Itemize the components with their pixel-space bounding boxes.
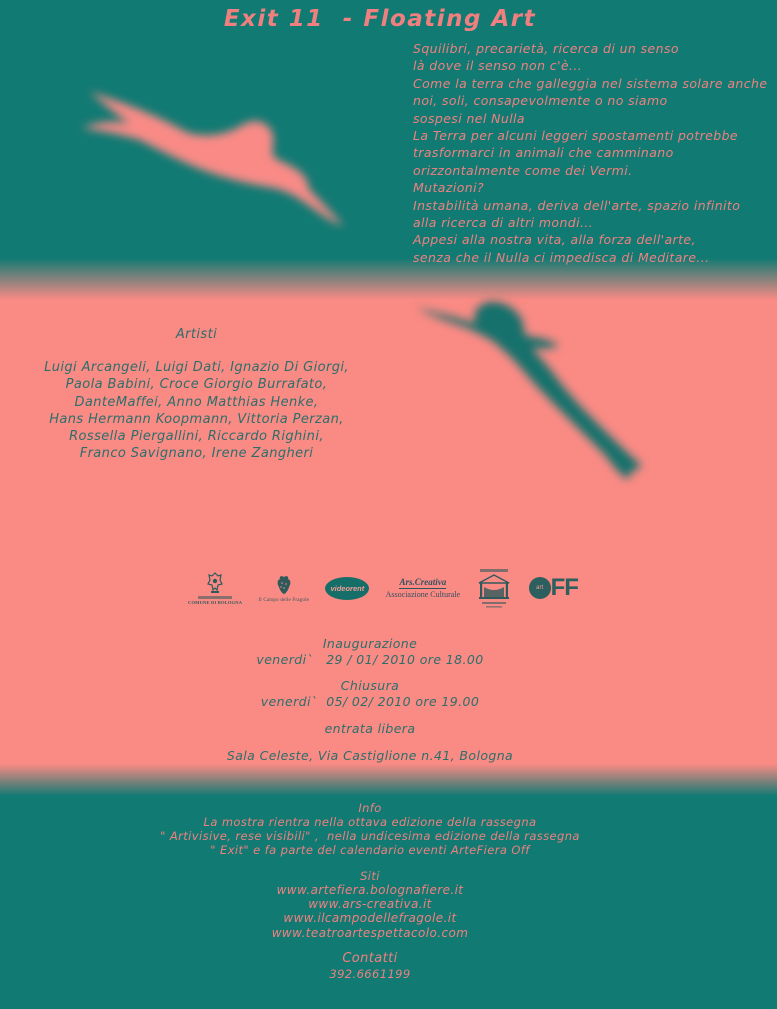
artefiera-off-big-label: FF	[550, 574, 578, 601]
event-details-section	[0, 636, 740, 764]
site-url: www.ars-creativa.it	[308, 897, 432, 912]
poem-line: alla ricerca di altri mondi...	[413, 215, 594, 231]
floating-figure-pink	[58, 76, 388, 256]
comune-di-bologna-crest-icon	[205, 572, 225, 596]
comune-di-bologna-logo	[188, 572, 242, 605]
comune-label: COMUNE DI BOLOGNA	[188, 599, 243, 605]
closing-heading: Chiusura	[340, 678, 400, 693]
artefiera-off-logo	[529, 574, 578, 601]
videorent-label: videorent	[330, 583, 365, 593]
sponsor-logos-row	[188, 563, 578, 613]
poem-line: trasformarci in animali che camminano	[413, 145, 674, 161]
footer-info-section	[0, 801, 740, 982]
poem-line: senza che il Nulla ci impedisca di Meditare...	[413, 249, 710, 265]
poem-line: noi, soli, consapevolmente o no siamo	[413, 93, 668, 109]
contact-phone: 392.6661199	[329, 966, 411, 981]
spacer	[0, 940, 740, 952]
artist-line: DanteMaffei, Anno Matthias Henke,	[74, 394, 319, 410]
inauguration-heading: Inaugurazione	[322, 636, 418, 651]
contacts-heading: Contatti	[342, 950, 398, 966]
poem-text	[413, 40, 767, 266]
videorent-oval-icon	[325, 577, 369, 600]
sites-heading: Siti	[360, 869, 380, 883]
spacer	[0, 857, 740, 869]
floating-figure-teal	[398, 278, 678, 493]
poster-title: Exit 11 - Floating Art	[223, 6, 537, 32]
poem-line: orizzontalmente come dei Vermi.	[413, 162, 633, 178]
campo-label: Il Campo delle Fragole	[258, 597, 310, 603]
ars-creativa-name: Ars.Creativa	[399, 577, 447, 587]
ars-creativa-subtitle: Associazione Culturale	[385, 590, 461, 599]
poem-line: Come la terra che galleggia nel sistema solare anche	[413, 75, 768, 91]
info-line: " Artivisive, rese visibili" , nella undicesima edizione della rassegna	[160, 829, 580, 843]
artefiera-off-circle-icon	[529, 577, 551, 599]
closing-date: venerdi` 05/ 02/ 2010 ore 19.00	[260, 694, 480, 709]
strawberry-icon	[275, 574, 293, 598]
site-url-list	[0, 883, 740, 940]
info-line: La mostra rientra nella ottava edizione della rassegna	[203, 815, 537, 829]
venue-address: Sala Celeste, Via Castiglione n.41, Bologna	[226, 748, 514, 763]
poem-line: Appesi alla nostra vita, alla forza dell'arte,	[413, 232, 696, 248]
videorent-logo	[325, 577, 369, 600]
artist-line: Paola Babini, Croce Giorgio Burrafato,	[65, 377, 328, 393]
campo-delle-fragole-logo	[258, 574, 309, 603]
info-line: " Exit" e fa parte del calendario eventi ArteFiera Off	[210, 843, 530, 857]
poem-line: Squilibri, precarietà, ricerca di un senso	[413, 41, 679, 56]
teatro-arte-spettacolo-logo	[476, 567, 512, 609]
info-heading: Info	[358, 801, 382, 815]
artists-heading: Artisti	[175, 327, 218, 342]
poem-line: Instabilità umana, deriva dell'arte, spazio infinito	[413, 197, 741, 213]
poem-line: sospesi nel Nulla	[413, 110, 525, 126]
poem-line: Mutazioni?	[413, 180, 484, 196]
spacer	[0, 737, 740, 748]
ars-creativa-logo	[386, 577, 460, 599]
site-url: www.artefiera.bolognafiere.it	[276, 883, 464, 897]
theater-proscenium-icon	[476, 567, 512, 609]
artist-line: Franco Savignano, Irene Zangheri	[79, 446, 314, 462]
spacer	[0, 668, 740, 678]
inauguration-date: venerdi` 29 / 01/ 2010 ore 18.00	[256, 652, 484, 667]
site-url: www.teatroartespettacolo.com	[271, 925, 469, 940]
artist-line: Rossella Piergallini, Riccardo Righini,	[69, 429, 324, 445]
spacer	[0, 710, 740, 721]
poem-line: La Terra per alcuni leggeri spostamenti potrebbe	[413, 128, 739, 144]
artist-line: Luigi Arcangeli, Luigi Dati, Ignazio Di Giorgi,	[44, 360, 349, 376]
artist-line: Hans Hermann Koopmann, Vittoria Perzan,	[49, 411, 344, 427]
comune-tiny-text-bar	[198, 596, 232, 599]
free-admission-note: entrata libera	[324, 721, 416, 736]
site-url: www.ilcampodellefragole.it	[283, 911, 457, 926]
poem-line: là dove il senso non c'è...	[413, 58, 583, 74]
artists-section	[18, 326, 375, 462]
artefiera-off-small-label: art	[536, 585, 544, 591]
